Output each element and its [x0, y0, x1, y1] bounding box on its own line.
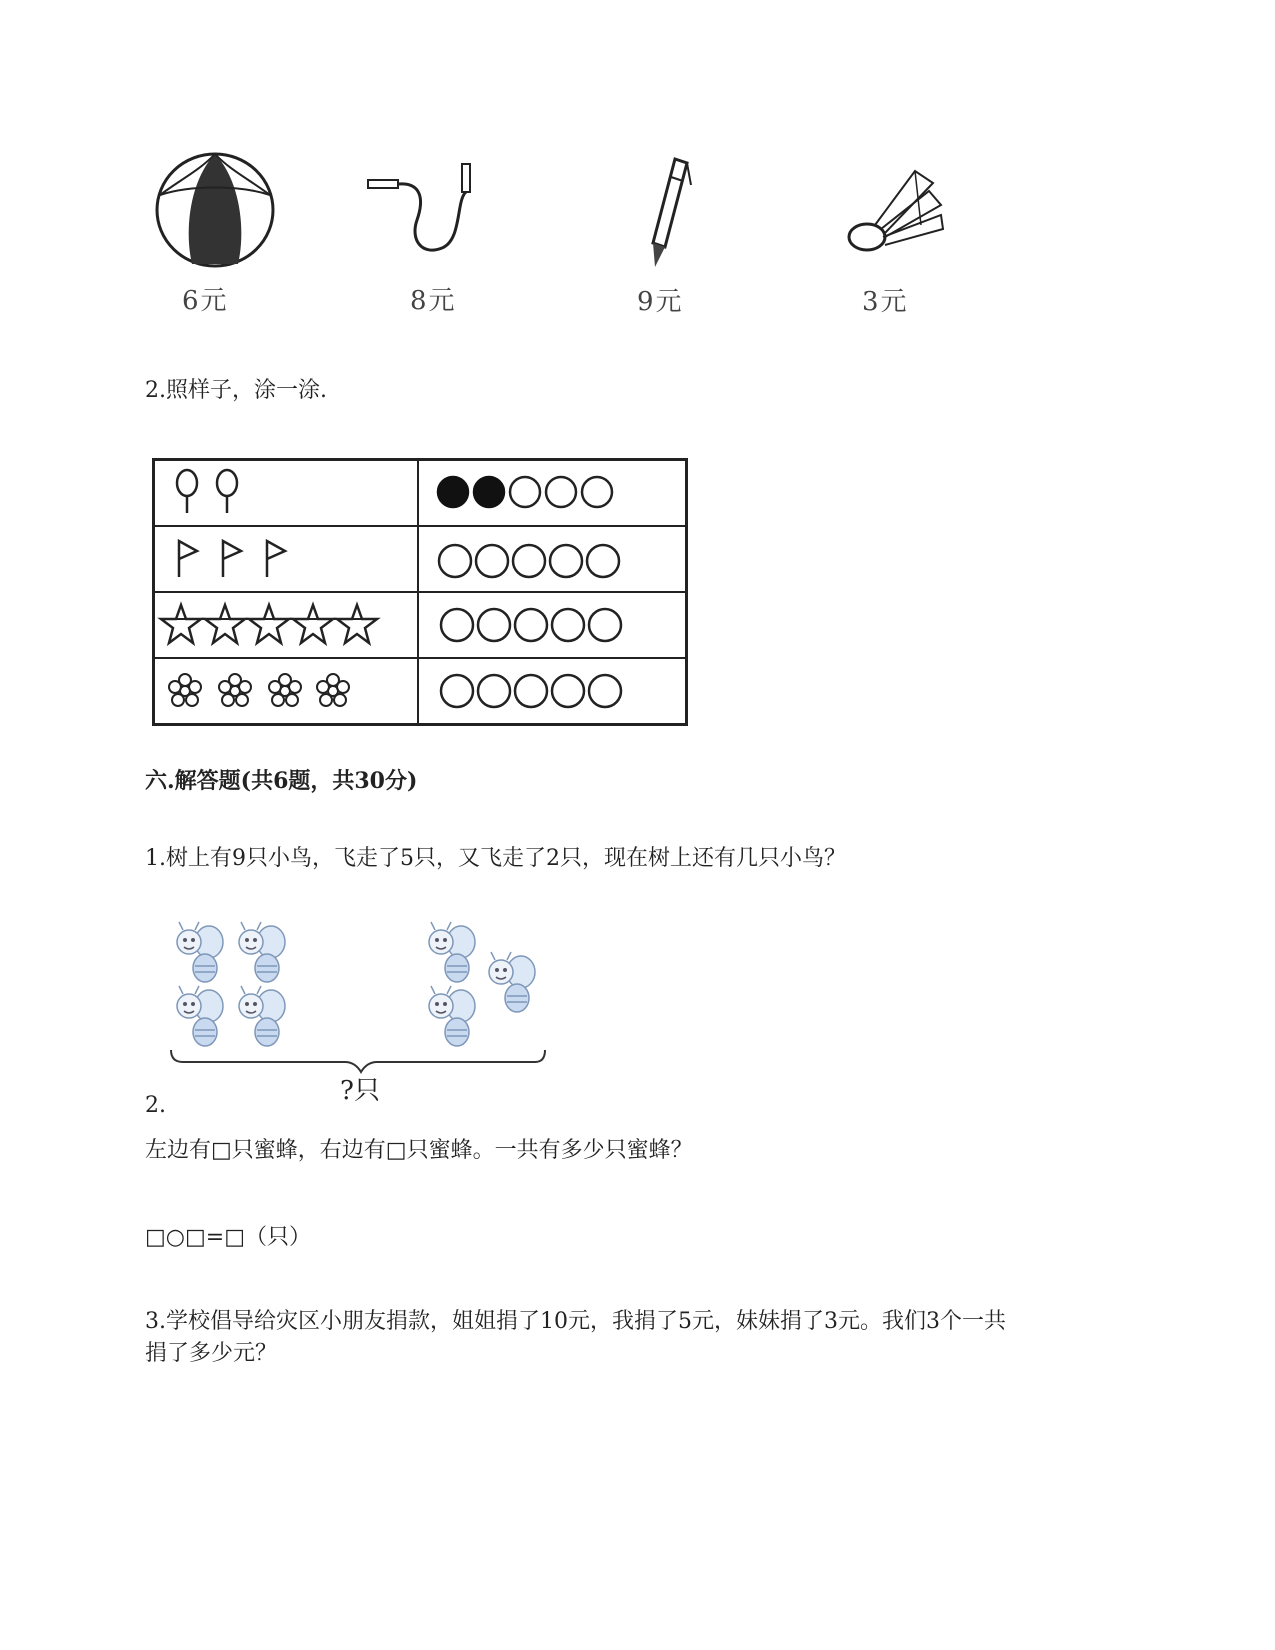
question-2-equation: □○□=□（只） — [145, 1225, 311, 1250]
balloon-icon — [177, 470, 237, 513]
circle-empty — [515, 609, 547, 641]
bee-icon — [429, 922, 475, 982]
price-jump-rope: 8元 — [410, 286, 457, 316]
bee-icon — [489, 952, 535, 1012]
brace-icon — [171, 1050, 545, 1072]
circle-filled — [474, 477, 504, 507]
circle-empty — [441, 609, 473, 641]
table-row — [154, 658, 687, 725]
table-row — [154, 460, 687, 527]
circle-empty — [478, 609, 510, 641]
circles-cell-3[interactable] — [418, 592, 687, 658]
price-shuttlecock: 3元 — [862, 287, 909, 317]
bee-icon — [239, 922, 285, 982]
bee-icon — [239, 986, 285, 1046]
circle-empty — [546, 477, 576, 507]
bee-icon — [177, 922, 223, 982]
circle-filled — [438, 477, 468, 507]
circle-empty — [582, 477, 612, 507]
circles-cell-1 — [418, 460, 687, 527]
circle-empty — [439, 545, 471, 577]
circle-empty — [589, 609, 621, 641]
section-6-heading: 六.解答题(共6题，共30分) — [145, 768, 418, 794]
flower-icon — [169, 674, 349, 706]
question-2-number: 2. — [145, 1093, 166, 1118]
circle-empty — [441, 675, 473, 707]
price-ball: 6元 — [182, 286, 229, 316]
balloon-cell — [154, 460, 419, 527]
bee-icon — [177, 986, 223, 1046]
circle-empty — [510, 477, 540, 507]
question-1-text: 1.树上有9只小鸟，飞走了5只，又飞走了2只，现在树上还有几只小鸟？ — [145, 846, 846, 871]
star-cell — [154, 592, 419, 658]
circles-cell-4[interactable] — [418, 658, 687, 725]
paint-table — [152, 458, 688, 726]
star-icon — [161, 605, 377, 643]
question-3-line-1: 3.学校倡导给灾区小朋友捐款，姐姐捐了10元，我捐了5元，妹妹捐了3元。我们3个一共 — [145, 1309, 1006, 1334]
ball-icon — [150, 150, 280, 270]
question-2-text: 左边有□只蜜蜂，右边有□只蜜蜂。一共有多少只蜜蜂？ — [145, 1138, 693, 1163]
question-3-line-2: 捐了多少元？ — [145, 1341, 278, 1366]
circle-empty — [476, 545, 508, 577]
bees-picture — [165, 920, 565, 1140]
circle-empty — [587, 545, 619, 577]
jump-rope-icon — [362, 160, 502, 260]
circle-empty — [515, 675, 547, 707]
question-2-title: 2.照样子，涂一涂. — [145, 378, 327, 403]
flag-cell — [154, 526, 419, 592]
bee-icon — [429, 986, 475, 1046]
pen-icon — [635, 155, 705, 270]
circle-empty — [589, 675, 621, 707]
table-row — [154, 592, 687, 658]
flag-icon — [179, 541, 285, 577]
brace-label: ?只 — [340, 1076, 380, 1106]
circle-empty — [550, 545, 582, 577]
circle-empty — [478, 675, 510, 707]
circle-empty — [552, 675, 584, 707]
circle-empty — [552, 609, 584, 641]
circle-empty — [513, 545, 545, 577]
shuttlecock-icon — [845, 165, 955, 255]
circles-cell-2[interactable] — [418, 526, 687, 592]
flower-cell — [154, 658, 419, 725]
price-pen: 9元 — [637, 287, 684, 317]
table-row — [154, 526, 687, 592]
